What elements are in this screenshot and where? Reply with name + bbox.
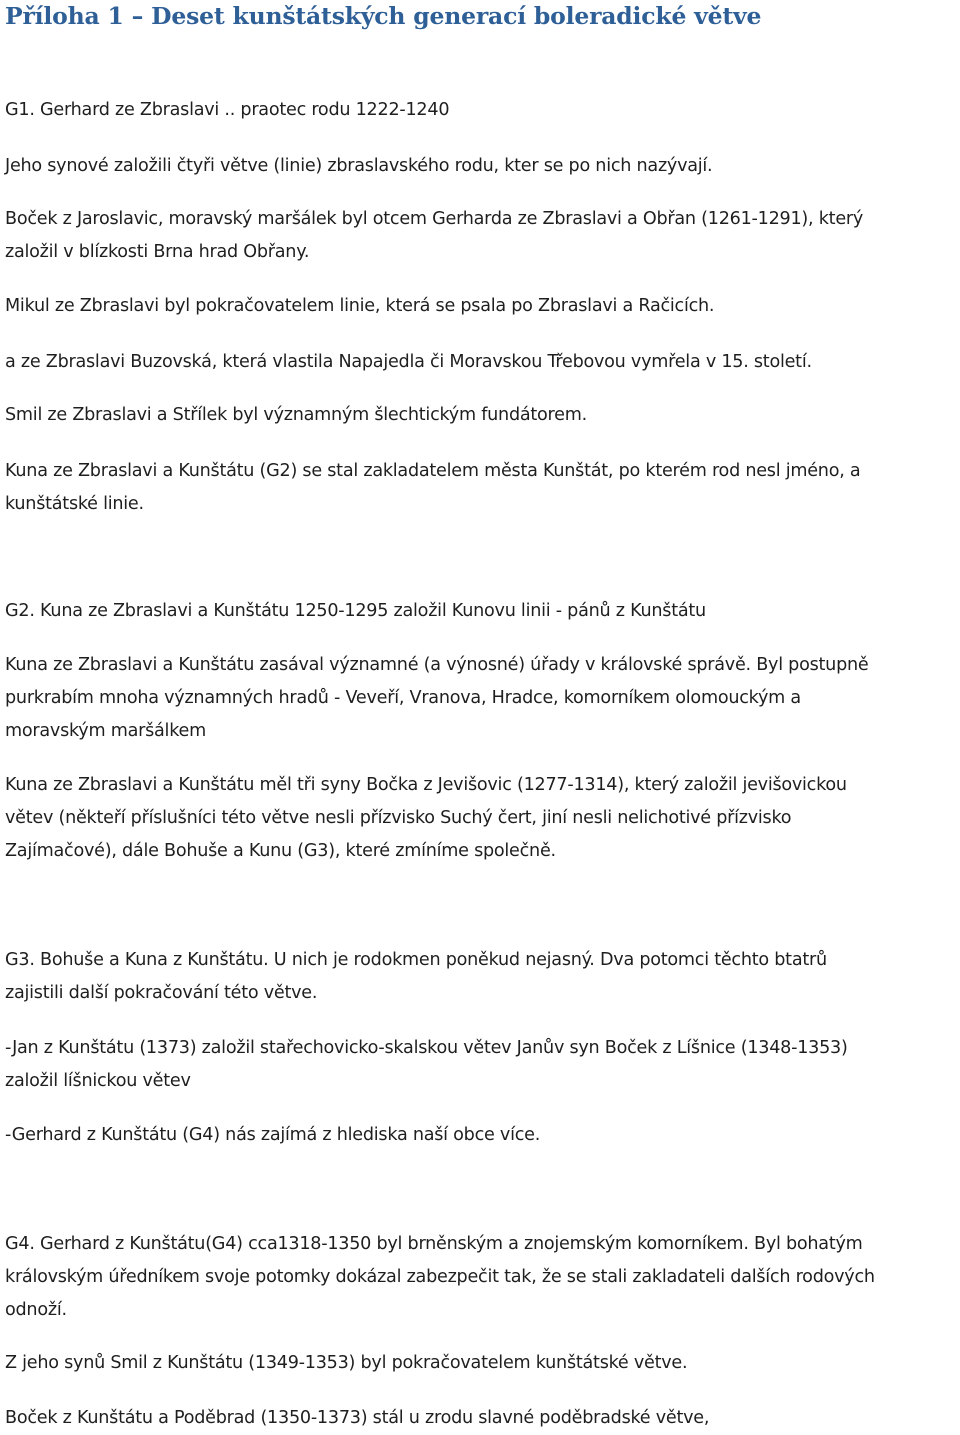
paragraph-jan — [5, 1032, 848, 1098]
line: Kuna ze Zbraslavi a Kunštátu měl tři syny Bočka z Jevišovic (1277-1314), který založil jevišovickou — [5, 775, 847, 795]
line: a ze Zbraslavi Buzovská, která vlastila Napajedla či Moravskou Třebovou vymřela v 15. století. — [5, 352, 812, 372]
paragraph-g3 — [5, 944, 827, 1010]
paragraph-g4 — [5, 1228, 875, 1327]
line: větev (někteří příslušníci této větve nesli přízvisko Suchý čert, jiní nesli nelichotivé přízvisko — [5, 808, 792, 828]
paragraph-kuna — [5, 455, 860, 521]
line: Smil ze Zbraslavi a Střílek byl významným šlechtickým fundátorem. — [5, 405, 587, 425]
line: -Jan z Kunštátu (1373) založil stařechovicko-skalskou větev Janův syn Boček z Líšnice (1348-1353) — [5, 1038, 848, 1058]
paragraph-g1 — [5, 94, 449, 127]
line: G3. Bohuše a Kuna z Kunštátu. U nich je rodokmen poněkud nejasný. Dva potomci těchto btatrů — [5, 950, 827, 970]
line: purkrabím mnoha významných hradů - Veveří, Vranova, Hradce, komorníkem olomouckým a — [5, 688, 801, 708]
line: G2. Kuna ze Zbraslavi a Kunštátu 1250-1295 založil Kunovu linii - pánů z Kunštátu — [5, 601, 706, 621]
paragraph-buzovska — [5, 346, 812, 379]
paragraph-smil — [5, 399, 587, 432]
line: -Gerhard z Kunštátu (G4) nás zajímá z hlediska naší obce více. — [5, 1125, 541, 1145]
line: královským úředníkem svoje potomky dokázal zabezpečit tak, že se stali zakladateli dalších rodových — [5, 1267, 875, 1287]
line: Kuna ze Zbraslavi a Kunštátu zasával významné (a výnosné) úřady v královské správě. Byl postupně — [5, 655, 869, 675]
line: Kuna ze Zbraslavi a Kunštátu (G2) se stal zakladatelem města Kunštát, po kterém rod nesl jméno, a — [5, 461, 861, 481]
paragraph-sons — [5, 150, 712, 183]
paragraph-smil-kunstat — [5, 1347, 687, 1380]
line: zajistili další pokračování této větve. — [5, 983, 318, 1003]
paragraph-bocek — [5, 203, 863, 269]
line: založil v blízkosti Brna hrad Obřany. — [5, 242, 310, 262]
line: Z jeho synů Smil z Kunštátu (1349-1353) byl pokračovatelem kunštátské větve. — [5, 1353, 688, 1373]
line: Jeho synové založili čtyři větve (linie) zbraslavského rodu, kter se po nich nazývají. — [5, 156, 713, 176]
line: G1. Gerhard ze Zbraslavi .. praotec rodu 1222-1240 — [5, 100, 450, 120]
line: Mikul ze Zbraslavi byl pokračovatelem linie, která se psala po Zbraslavi a Račicích. — [5, 296, 715, 316]
paragraph-gerhard — [5, 1119, 540, 1152]
paragraph-kuna-sons — [5, 769, 847, 868]
paragraph-kuna-offices — [5, 649, 868, 748]
line: kunštátské linie. — [5, 494, 144, 514]
line: Boček z Kunštátu a Poděbrad (1350-1373) stál u zrodu slavné poděbradské větve, — [5, 1408, 710, 1428]
line: G4. Gerhard z Kunštátu(G4) cca1318-1350 byl brněnským a znojemským komorníkem. Byl bohatým — [5, 1234, 863, 1254]
line: Boček z Jaroslavic, moravský maršálek byl otcem Gerharda ze Zbraslavi a Obřan (1261-1291), který — [5, 209, 864, 229]
line: založil líšnickou větev — [5, 1071, 191, 1091]
line: moravským maršálkem — [5, 721, 206, 741]
line: odnoží. — [5, 1300, 67, 1320]
paragraph-mikul — [5, 290, 714, 323]
paragraph-g2 — [5, 595, 706, 628]
document-title: Příloha 1 – Deset kunštátských generací boleradické větve — [5, 2, 762, 30]
line: Zajímačové), dále Bohuše a Kunu (G3), které zmíníme společně. — [5, 841, 556, 861]
paragraph-bocek-podebrad — [5, 1402, 709, 1435]
